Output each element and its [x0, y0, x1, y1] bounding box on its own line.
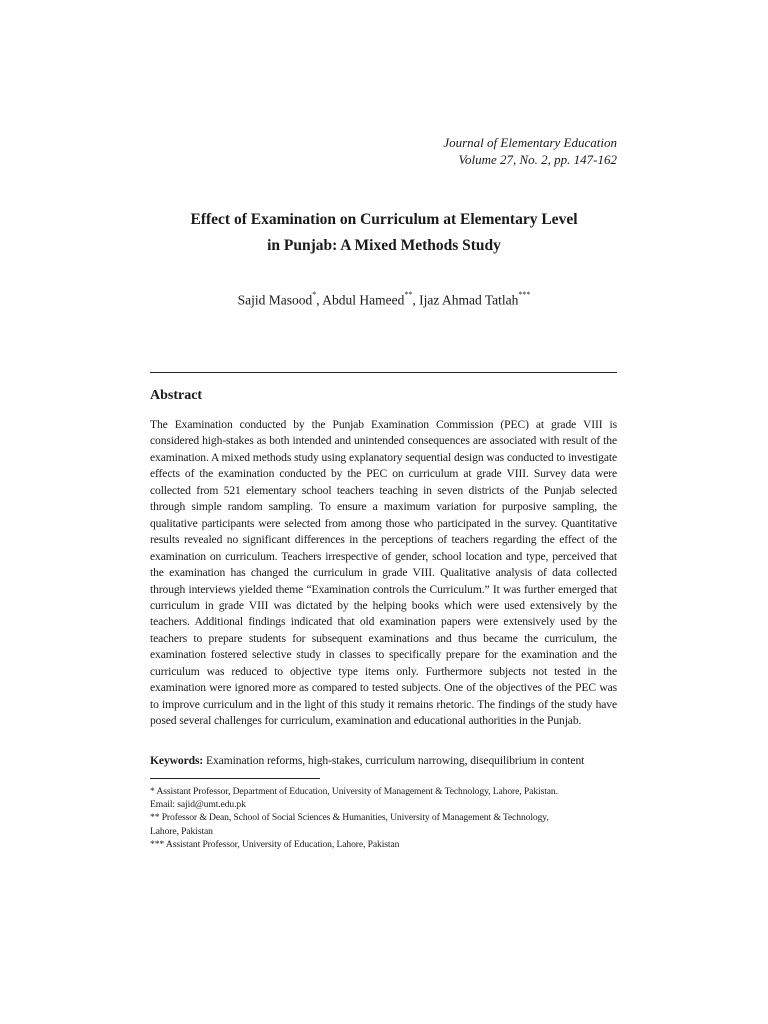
footnote-1-line-1: * Assistant Professor, Department of Education, University of Management & Technology, Lahore, Pakistan.	[150, 786, 558, 797]
footnote-2-line-2: Lahore, Pakistan	[150, 825, 213, 837]
journal-volume: Volume 27, No. 2, pp. 147-162	[458, 152, 617, 167]
footnote-3: *** Assistant Professor, University of Education, Lahore, Pakistan	[150, 838, 400, 850]
author-separator: ,	[316, 292, 323, 308]
keywords	[150, 754, 584, 767]
header-divider	[150, 372, 617, 373]
author-separator: ,	[412, 292, 420, 308]
footnote-1-line-2: Email: sajid@umt.edu.pk	[150, 799, 246, 811]
footnote-divider	[150, 778, 320, 779]
title-line-1: Effect of Examination on Curriculum at Elementary Level	[190, 211, 578, 228]
author-name: Sajid Masood	[237, 292, 313, 308]
paper-title	[150, 207, 618, 259]
footnote-2-line-1: ** Professor & Dean, School of Social Sciences & Humanities, University of Management & Technology,	[150, 812, 549, 824]
author-affiliation-mark: *	[312, 290, 317, 299]
footnotes	[150, 785, 617, 851]
author-name: Ijaz Ahmad Tatlah	[419, 292, 519, 308]
author-list	[150, 292, 618, 309]
keywords-label: Keywords:	[150, 754, 204, 767]
author-affiliation-mark: ***	[518, 290, 531, 299]
abstract-heading: Abstract	[150, 388, 203, 403]
author-affiliation-mark: **	[404, 290, 413, 299]
abstract-text: The Examination conducted by the Punjab Examination Commission (PEC) at grade VIII is considered high-stakes as both intended and unintended consequences are associated with result of the examination. A mixed methods study using explanatory sequential design was conducted to investigate effects of the examination conducted by the PEC on curriculum at grade VIII. Survey data were collected from 521 elementary school teachers teaching in seven districts of the Punjab selected through simple random sampling. To ensure a maximum variation for purposive sampling, the qualitative participants were selected from among those who participated in the survey. Quantitative results revealed no significant differences in the perceptions of teachers regarding the effect of the examination on curriculum. Teachers irrespective of gender, school location and type, perceived that the examination has changed the curriculum in grade VIII. Qualitative analysis of data collected through interviews yielded theme “Examination controls the Curriculum.” It was further emerged that curriculum in grade VIII was dictated by the helping books which were used extensively by the teachers. Additional findings indicated that old examination papers were extensively used by the teachers to prepare students for subsequent examinations and thus became the curriculum, the examination fostered selective study in classes to specifically prepare for the examination and the curriculum was reduced to objective type items only. Furthermore subjects not tested in the examination were ignored more as compared to tested subjects. One of the objectives of the PEC was to improve curriculum and in the light of this study it remains rhetoric. The findings of the study have posed several challenges for curriculum, examination and educational authorities in the Punjab.	[150, 418, 617, 728]
journal-name: Journal of Elementary Education	[443, 135, 617, 150]
journal-header	[443, 134, 617, 168]
author-name: Abdul Hameed	[322, 292, 405, 308]
title-line-2: in Punjab: A Mixed Methods Study	[267, 237, 501, 254]
keywords-text: Examination reforms, high-stakes, curriculum narrowing, disequilibrium in content	[203, 754, 585, 767]
